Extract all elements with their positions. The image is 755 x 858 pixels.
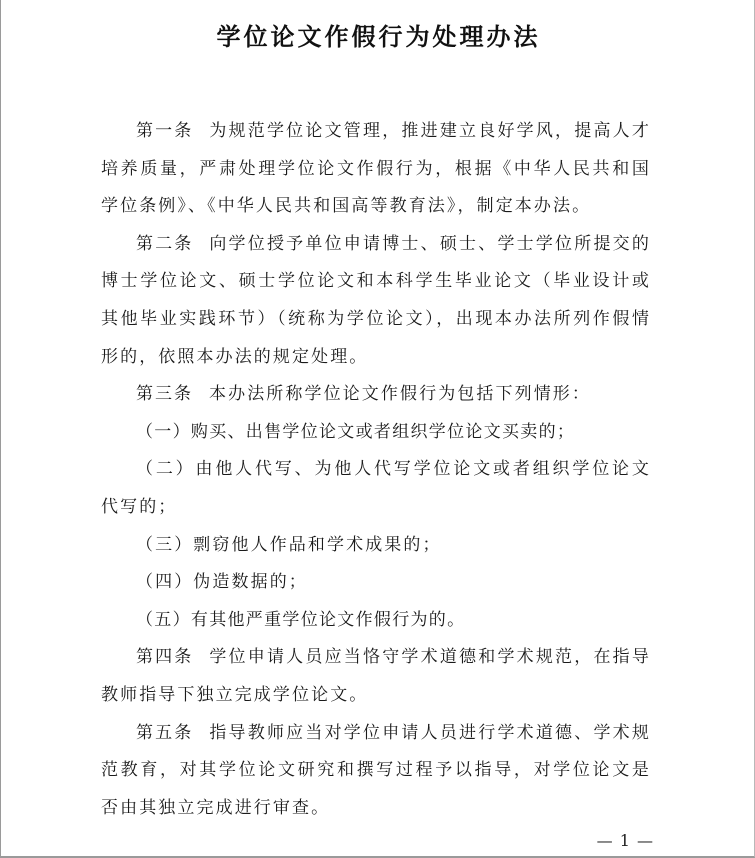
article-text: 向学位授予单位申请博士、硕士、学士学位所提交的博士学位论文、硕士学位论文和本科学生毕业论文（毕业设计或其他毕业实践环节）（统称为学位论文），出现本办法所列作假情形的，依照本办法的规定处理。 bbox=[101, 233, 651, 367]
list-item-1 bbox=[101, 414, 651, 452]
article-label: 第三条 bbox=[136, 384, 193, 405]
article-text: 本办法所称学位论文作假行为包括下列情形： bbox=[209, 384, 591, 405]
article-1-paragraph bbox=[101, 113, 651, 226]
list-item-4 bbox=[101, 564, 651, 602]
article-4-paragraph bbox=[101, 639, 651, 714]
article-label: 第二条 bbox=[136, 233, 194, 254]
article-label: 第四条 bbox=[136, 647, 194, 668]
list-item-text: （二）由他人代写、为他人代写学位论文或者组织学位论文代写的； bbox=[101, 459, 651, 517]
list-item-text: （五）有其他严重学位论文作假行为的。 bbox=[136, 609, 466, 630]
page-number: — 1 — bbox=[596, 831, 654, 850]
article-text: 学位申请人员应当恪守学术道德和学术规范，在指导教师指导下独立完成学位论文。 bbox=[101, 647, 651, 705]
list-item-2 bbox=[101, 451, 651, 526]
list-item-3 bbox=[101, 527, 651, 565]
list-item-text: （三）剽窃他人作品和学术成果的； bbox=[136, 534, 442, 555]
list-item-5 bbox=[101, 602, 651, 640]
document-body bbox=[101, 113, 651, 827]
article-5-paragraph bbox=[101, 715, 651, 828]
article-label: 第五条 bbox=[136, 722, 194, 743]
article-3-paragraph bbox=[101, 376, 651, 414]
document-title: 学位论文作假行为处理办法 bbox=[216, 23, 541, 51]
article-text: 指导教师应当对学位申请人员进行学术道德、学术规范教育，对其学位论文研究和撰写过程予以指导，对学位论文是否由其独立完成进行审查。 bbox=[101, 722, 651, 818]
article-text: 为规范学位论文管理，推进建立良好学风，提高人才培养质量，严肃处理学位论文作假行为，根据《中华人民共和国学位条例》、《中华人民共和国高等教育法》，制定本办法。 bbox=[101, 121, 651, 217]
article-label: 第一条 bbox=[136, 121, 194, 141]
list-item-text: （四）伪造数据的； bbox=[136, 572, 308, 593]
list-item-text: （一）购买、出售学位论文或者组织学位论文买卖的； bbox=[136, 421, 576, 442]
article-2-paragraph bbox=[101, 226, 651, 376]
